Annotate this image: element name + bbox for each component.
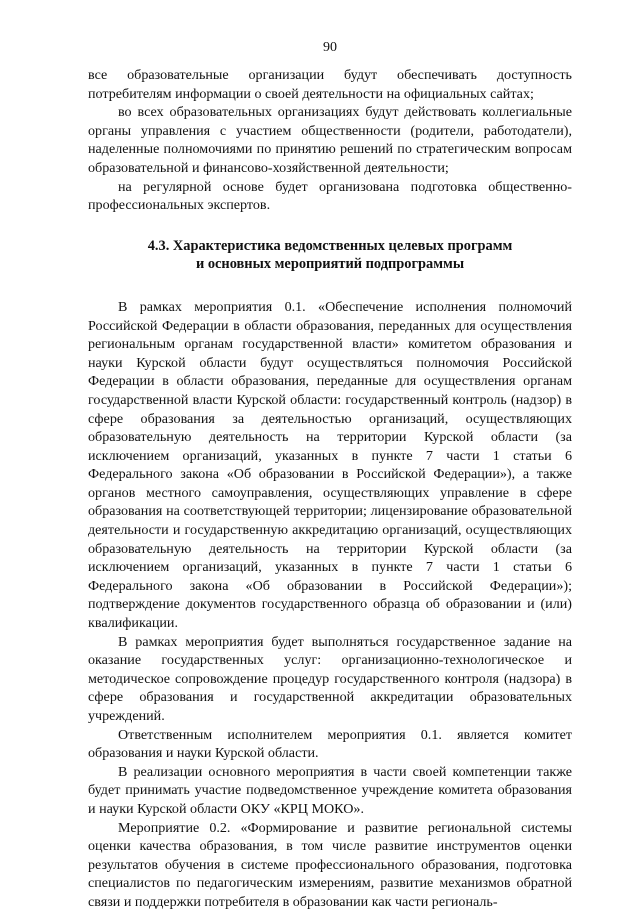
body-paragraph-1: В рамках мероприятия 0.1. «Обеспечение исполнения полномочий Российской Федерации в области образования, переданных для осуществления региональным органам государственной власти» комитетом образования и науки Курской области будут осуществляться полномочия Российской Федерации в области образования, переданные для осуществления органам государственной власти Курской области: государственный контроль (надзор) в сфере образования за деятельностью организаций, осуществляющих образовательную деятельность на территории Курской области (за исключением организаций, указанных в пункте 7 части 1 статьи 6 Федерального закона «Об образовании в Российской Федерации»), а также органов местного самоуправления, осуществляющих управление в сфере образования на соответствующей территории; лицензирование образовательной деятельности и государственную аккредитацию организаций, осуществляющих образовательную деятельность на территории Курской области (за исключением организаций, указанных в пункте 7 части 1 статьи 6 Федерального закона «Об образовании в Российской Федерации»); подтверждение документов государственного образца об образовании и (или) квалификации. bbox=[88, 298, 572, 632]
body-paragraph-5: Мероприятие 0.2. «Формирование и развитие региональной системы оценки качества образования, в том числе развитие инструментов оценки результатов обучения в системе профессионального образования, подготовка специалистов по педагогическим измерениям, развитие механизмов обратной связи и поддержки потребителя в образовании как части региональ- bbox=[88, 819, 572, 910]
intro-paragraph-3: на регулярной основе будет организована подготовка общественно-профессиональных экспертов. bbox=[88, 178, 572, 214]
section-heading bbox=[88, 237, 572, 274]
section-heading-line-1: 4.3. Характеристика ведомственных целевых программ bbox=[147, 237, 513, 254]
intro-paragraph-1: все образовательные организации будут обеспечивать доступность потребителям информации о своей деятельности на официальных сайтах; bbox=[88, 67, 572, 102]
intro-paragraph-2: во всех образовательных организациях будут действовать коллегиальные органы управления с участием общественности (родители, работодатели), наделенные полномочиями по принятию решений по стратегическим вопросам образовательной и финансово-хозяйственной деятельности; bbox=[88, 104, 572, 176]
body-paragraph-3: Ответственным исполнителем мероприятия 0.1. является комитет образования и науки Курской области. bbox=[88, 726, 572, 762]
body-paragraph-4: В реализации основного мероприятия в части своей компетенции также будет принимать участие подведомственное учреждение комитета образования и науки Курской области ОКУ «КРЦ МОКО». bbox=[88, 763, 572, 817]
page-number: 90 bbox=[323, 40, 337, 55]
body-paragraph-2: В рамках мероприятия будет выполняться государственное задание на оказание государственных услуг: организационно-технологическое и методическое сопровождение процедур государственного контроля (надзора) в сфере образования и государственной аккредитации образовательных учреждений. bbox=[88, 633, 572, 724]
section-heading-line-2: и основных мероприятий подпрограммы bbox=[195, 256, 465, 273]
